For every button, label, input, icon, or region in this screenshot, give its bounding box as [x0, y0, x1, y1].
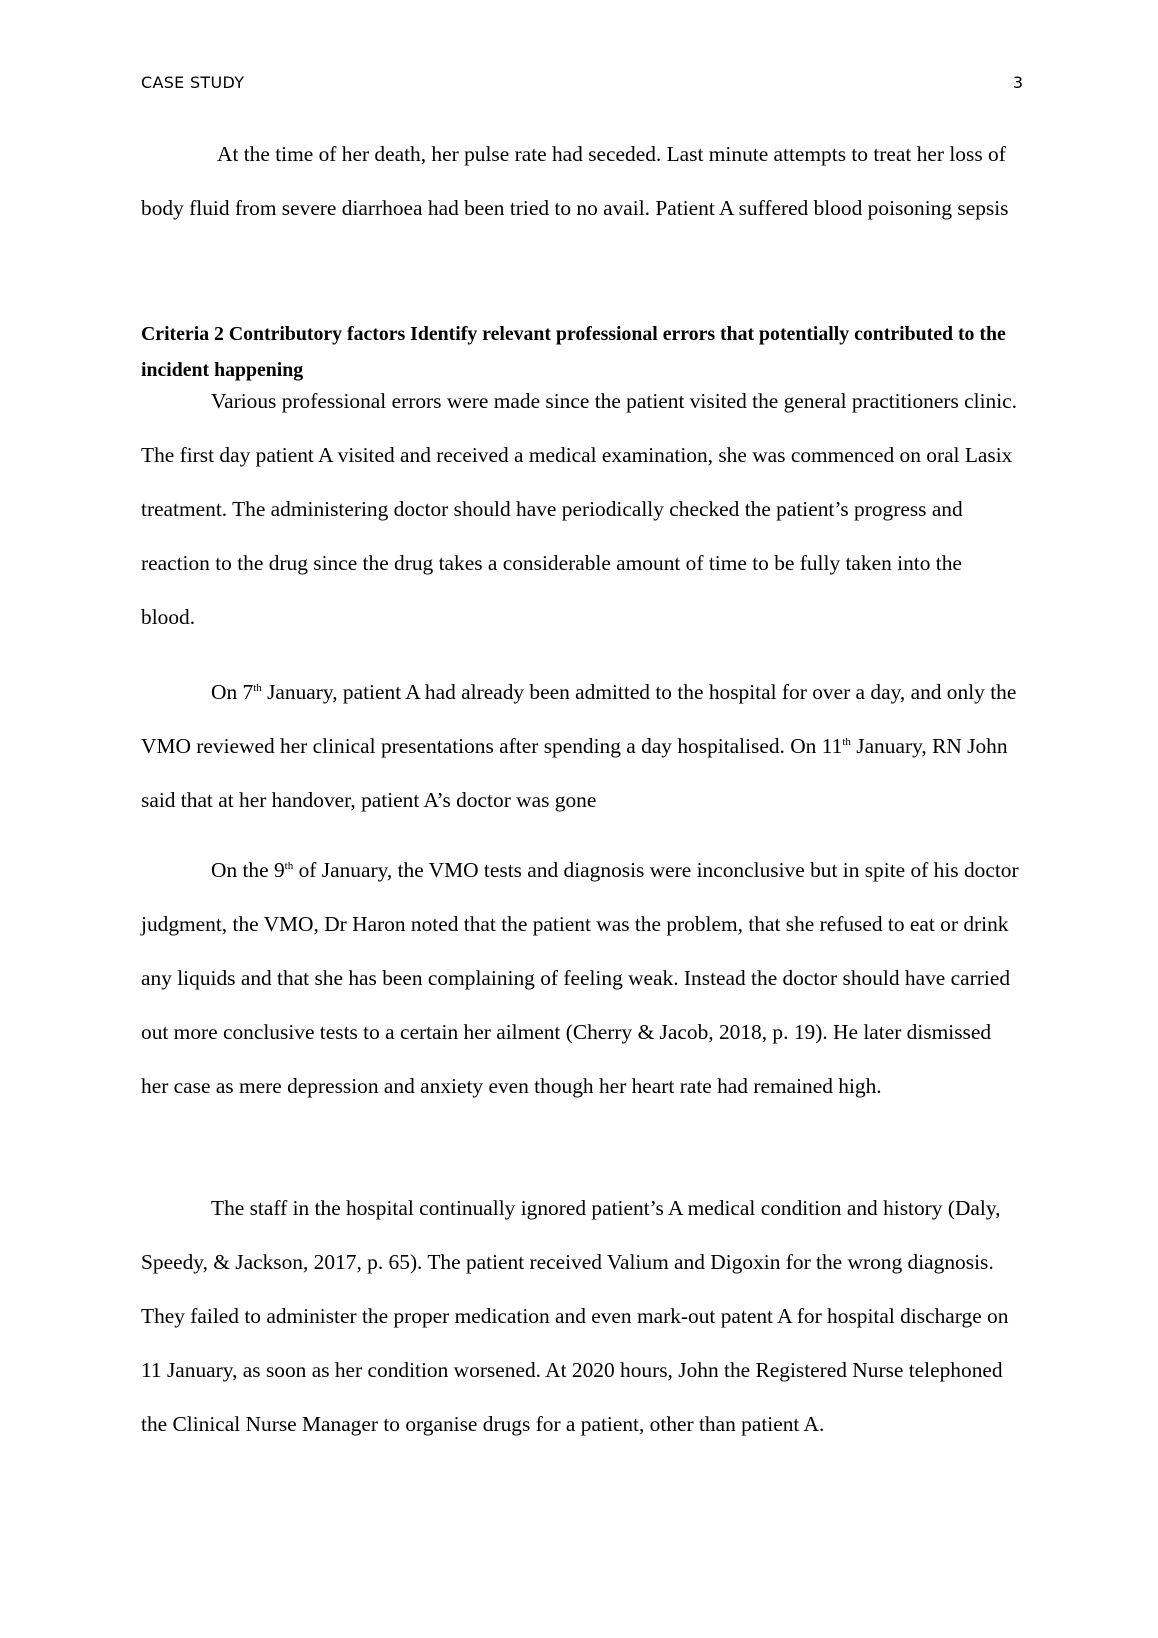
- page-number: 3: [1012, 73, 1023, 92]
- paragraph-professional-errors: Various professional errors were made since the patient visited the general practitioners clinic. The first day patient A visited and received a medical examination, she was commenced on oral Lasix treatment. The administering doctor should have periodically checked the patient’s progress and reaction to the drug since the drug takes a considerable amount of time to be fully taken into the blood.: [141, 389, 1018, 629]
- text-run: On the 9: [211, 858, 285, 882]
- superscript: th: [253, 681, 262, 694]
- running-head: CASE STUDY: [141, 73, 245, 92]
- paragraph-9th-january: [141, 843, 1021, 1113]
- text-run: On 7: [211, 680, 254, 704]
- paragraph-hospital-staff: The staff in the hospital continually ignored patient’s A medical condition and history (Daly, Speedy, & Jackson, 2017, p. 65). The patient received Valium and Digoxin for the wrong diagnosis. They failed to administer the proper medication and even mark-out patent A for hospital discharge on 11 January, as soon as her condition worsened. At 2020 hours, John the Registered Nurse telephoned the Clinical Nurse Manager to organise drugs for a patient, other than patient A.: [141, 1196, 1009, 1436]
- text-run: of January, the VMO tests and diagnosis were inconclusive but in spite of his doctor judgment, the VMO, Dr Haron noted that the patient was the problem, that she refused to eat or drink any liquids and that she has been complaining of feeling weak. Instead the doctor should have carried out more conclusive tests to a certain her ailment (Cherry & Jacob, 2018, p. 19). He later dismissed her case as mere depression and anxiety even though her heart rate had remained high.: [141, 858, 1019, 1098]
- paragraph-block-4: [141, 843, 1021, 1113]
- superscript: th: [284, 859, 294, 872]
- superscript: th: [842, 735, 851, 748]
- text-run: January, RN John said that at her handover, patient A’s doctor was gone: [141, 734, 1008, 812]
- paragraph-block-1: [141, 127, 1021, 235]
- paragraph-block-5: [141, 1181, 1021, 1451]
- paragraph-block-3: [141, 665, 1021, 827]
- text-run: January, patient A had already been admitted to the hospital for over a day, and only the VMO reviewed her clinical presentations after spending a day hospitalised. On 11: [141, 680, 1017, 758]
- paragraph-death: At the time of her death, her pulse rate had seceded. Last minute attempts to treat her loss of body fluid from severe diarrhoea had been tried to no avail. Patient A suffered blood poisoning sepsis: [141, 142, 1009, 220]
- paragraph-block-2: [141, 374, 1021, 644]
- section-heading-criteria-2: Criteria 2 Contributory factors Identify relevant professional errors that potentially contributed to the incident happening: [141, 323, 1006, 381]
- paragraph-7th-january: [141, 665, 1021, 827]
